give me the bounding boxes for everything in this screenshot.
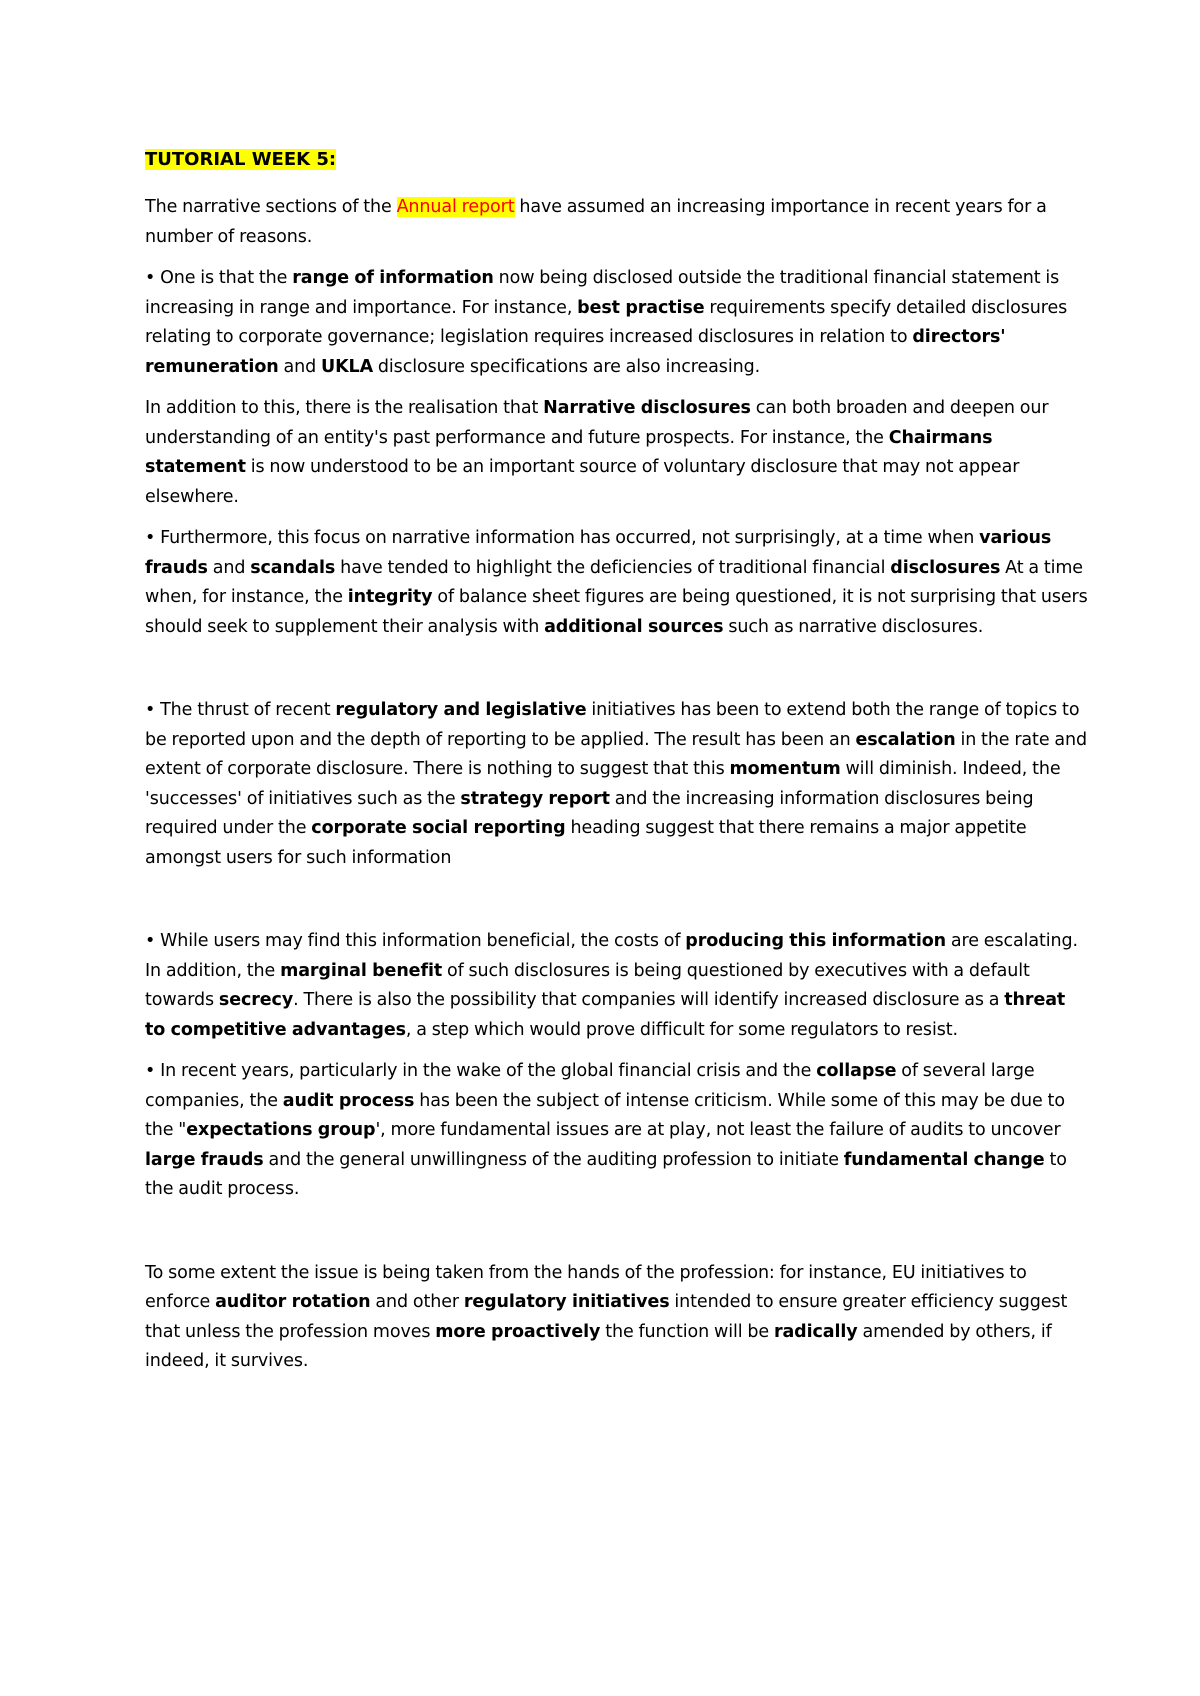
bold-term: additional sources xyxy=(544,616,724,637)
bold-term: radically xyxy=(773,1321,858,1342)
text-run: • One is that the xyxy=(145,268,293,288)
bold-term: threat to competitive advantages xyxy=(145,990,1066,1040)
text-run: ', more fundamental issues are at play, not least the failure of audits to uncover xyxy=(375,1120,1061,1140)
bold-term: secrecy xyxy=(218,990,294,1010)
text-run: of such disclosures is being questioned by executives with a default towards xyxy=(145,960,1030,1010)
text-run: and the increasing information disclosures being required under the xyxy=(145,788,1034,838)
text-run: • Furthermore, this focus on narrative information has occurred, not surprisingly, at a time when xyxy=(145,528,980,548)
document-title xyxy=(145,146,1090,173)
paragraph-costs-of-information xyxy=(145,927,1090,1045)
text-run: The narrative sections of the xyxy=(145,197,397,217)
paragraph-audit-process xyxy=(145,1057,1090,1205)
text-run: and the general unwillingness of the auditing profession to initiate xyxy=(263,1149,844,1170)
text-run: At a time when, for instance, the xyxy=(145,557,1083,607)
text-run: of several large companies, the xyxy=(145,1061,1035,1111)
text-run: to the audit process. xyxy=(145,1149,1067,1199)
bold-term: large frauds xyxy=(145,1149,264,1170)
paragraph-intro xyxy=(145,193,1090,252)
text-run: heading suggest that there remains a major appetite amongst users for such information xyxy=(145,818,1027,868)
paragraph-regulatory-initiatives xyxy=(145,696,1090,873)
bold-term: producing this information xyxy=(685,931,947,951)
bold-term: regulatory initiatives xyxy=(463,1292,670,1312)
bold-term: Chairmans statement xyxy=(145,427,993,477)
paragraph-narrative-disclosures xyxy=(145,394,1090,512)
text-run: can both broaden and deepen our understanding of an entity's past performance and future prospects. For instance, the xyxy=(145,398,1049,448)
bold-term: momentum xyxy=(729,759,841,779)
text-run: have assumed an increasing importance in recent years for a number of reasons. xyxy=(145,197,1047,247)
bold-term: strategy report xyxy=(460,788,610,809)
bold-term: range of information xyxy=(292,268,494,288)
text-run: now being disclosed outside the traditional financial statement is increasing in range and importance. For instance, xyxy=(145,268,1060,318)
text-run: intended to ensure greater efficiency suggest that unless the profession moves xyxy=(145,1292,1068,1342)
text-run: have tended to highlight the deficiencies of traditional financial xyxy=(335,557,891,578)
bold-term: fundamental change xyxy=(843,1149,1045,1170)
text-run: . There is also the possibility that companies will identify increased disclosure as a xyxy=(293,990,1005,1010)
text-run: of balance sheet figures are being questioned, it is not surprising that users should seek to supplement their analysis with xyxy=(145,587,1088,637)
text-run: disclosure specifications are also increasing. xyxy=(373,356,761,377)
document-title-text: TUTORIAL WEEK 5: xyxy=(145,149,337,170)
text-run: will diminish. Indeed, the 'successes' of initiatives such as the xyxy=(145,759,1061,809)
text-run: amended by others, if indeed, it survives. xyxy=(145,1321,1052,1371)
text-run: and xyxy=(207,557,251,578)
text-run: • In recent years, particularly in the wake of the global financial crisis and the xyxy=(145,1061,817,1081)
bold-term: collapse xyxy=(816,1061,897,1081)
text-run: has been the subject of intense criticism. While some of this may be due to the " xyxy=(145,1090,1065,1140)
bold-term: Narrative disclosures xyxy=(543,398,751,418)
text-run: • While users may find this information beneficial, the costs of xyxy=(145,931,686,951)
text-run: and xyxy=(278,356,321,377)
text-run: the function will be xyxy=(600,1321,774,1342)
paragraph-range-of-information xyxy=(145,264,1090,382)
bold-term: escalation xyxy=(855,729,956,750)
bold-term: marginal benefit xyxy=(280,960,443,981)
text-run: In addition to this, there is the realisation that xyxy=(145,398,544,418)
text-run: is now understood to be an important source of voluntary disclosure that may not appear elsewhere. xyxy=(145,457,1020,507)
bold-term: disclosures xyxy=(890,557,1001,578)
text-run: To some extent the issue is being taken from the hands of the profession: for instance, EU initiatives to enforce xyxy=(145,1262,1027,1312)
bold-term: scandals xyxy=(250,557,336,578)
highlighted-term: Annual report xyxy=(396,197,515,217)
text-run: • The thrust of recent xyxy=(145,700,336,720)
paragraph-frauds-and-scandals xyxy=(145,524,1090,642)
bold-term: auditor rotation xyxy=(215,1292,371,1312)
bold-term: more proactively xyxy=(435,1321,601,1342)
paragraph-auditor-rotation xyxy=(145,1259,1090,1377)
text-run: such as narrative disclosures. xyxy=(723,616,984,637)
text-run: are escalating. In addition, the xyxy=(145,931,1078,981)
bold-term: directors' remuneration xyxy=(145,327,1006,377)
text-run: in the rate and extent of corporate disclosure. There is nothing to suggest that this xyxy=(145,729,1087,779)
bold-term: best practise xyxy=(577,297,705,318)
bold-term: expectations group xyxy=(186,1120,376,1140)
text-run: initiatives has been to extend both the range of topics to be reported upon and the depth of reporting to be applied. The result has been an xyxy=(145,700,1080,750)
bold-term: various frauds xyxy=(145,528,1052,578)
bold-term: UKLA xyxy=(320,356,374,377)
bold-term: regulatory and legislative xyxy=(335,700,587,720)
bold-term: integrity xyxy=(347,587,433,607)
bold-term: corporate social reporting xyxy=(311,818,566,838)
text-run: and other xyxy=(370,1292,464,1312)
document-body xyxy=(145,193,1090,1377)
bold-term: audit process xyxy=(282,1090,415,1111)
text-run: requirements specify detailed disclosures relating to corporate governance; legislation requires increased disclosures in relation to xyxy=(145,297,1068,347)
text-run: , a step which would prove difficult for some regulators to resist. xyxy=(405,1019,958,1040)
